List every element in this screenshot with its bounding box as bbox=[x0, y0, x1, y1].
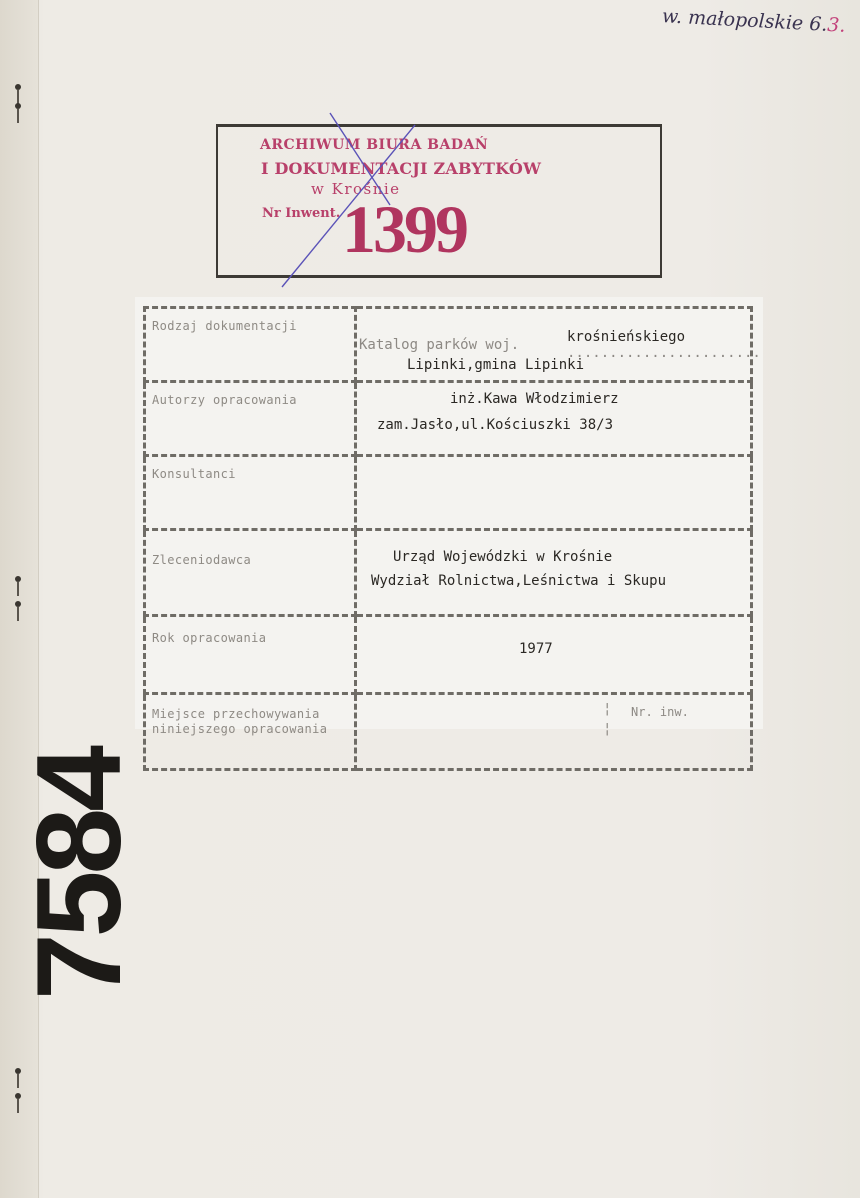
binding-hole bbox=[15, 103, 21, 109]
document-info-table bbox=[143, 306, 761, 771]
inventory-number-label: Nr. inw. bbox=[631, 705, 689, 719]
typed-text: Lipinki,gmina Lipinki bbox=[407, 357, 585, 373]
typed-text: krośnieńskiego bbox=[567, 329, 686, 345]
row-value bbox=[356, 694, 752, 770]
stamp-line-3: w Krośnie bbox=[311, 180, 401, 198]
typed-text: Urząd Wojewódzki w Krośnie bbox=[393, 549, 613, 565]
typed-text: Wydział Rolnictwa,Leśnictwa i Skupu bbox=[371, 573, 667, 589]
stamp-inventory-number: 1399 bbox=[342, 191, 466, 267]
typed-text: inż.Kawa Włodzimierz bbox=[450, 391, 619, 407]
binding-hole bbox=[15, 1093, 21, 1099]
typed-text: 1977 bbox=[519, 641, 553, 657]
table-row bbox=[145, 308, 752, 382]
binding-hole bbox=[15, 84, 21, 90]
row-value bbox=[356, 456, 752, 530]
pen-cross-mark bbox=[270, 105, 430, 295]
row-label: Konsultanci bbox=[145, 456, 356, 530]
binding-hole bbox=[15, 1068, 21, 1074]
binding-hole bbox=[15, 576, 21, 582]
binding-hole bbox=[15, 601, 21, 607]
row-label: Autorzy opracowania bbox=[145, 382, 356, 456]
row-value bbox=[356, 382, 752, 456]
table-row bbox=[145, 530, 752, 616]
row-value bbox=[356, 616, 752, 694]
margin-inventory-number: 7584 bbox=[12, 749, 146, 1000]
dotted-line: ....................... bbox=[567, 345, 761, 361]
row-value bbox=[356, 308, 761, 382]
table-row bbox=[145, 616, 752, 694]
row-label: Rodzaj dokumentacji bbox=[145, 308, 356, 382]
dash-separator: ¦ bbox=[603, 701, 612, 717]
row-label: Zleceniodawca bbox=[145, 530, 356, 616]
row-label: Rok opracowania bbox=[145, 616, 356, 694]
binding-strip bbox=[0, 0, 39, 1198]
printed-text: Katalog parków woj. bbox=[359, 337, 520, 353]
typed-text: zam.Jasło,ul.Kościuszki 38/3 bbox=[377, 417, 614, 433]
handwritten-note: w. małopolskie 6.3. bbox=[661, 5, 847, 37]
stamp-line-1: ARCHIWUM BIURA BADAŃ bbox=[260, 137, 489, 153]
row-value bbox=[356, 530, 752, 616]
row-label: Miejsce przechowywania niniejszego opracowania bbox=[145, 694, 356, 770]
table-row bbox=[145, 694, 752, 770]
stamp-line-2: I DOKUMENTACJI ZABYTKÓW bbox=[261, 159, 542, 178]
stamp-inventory-label: Nr Inwent. bbox=[262, 206, 341, 221]
dash-separator: ¦ bbox=[603, 721, 612, 737]
table-row bbox=[145, 456, 752, 530]
table-row bbox=[145, 382, 752, 456]
